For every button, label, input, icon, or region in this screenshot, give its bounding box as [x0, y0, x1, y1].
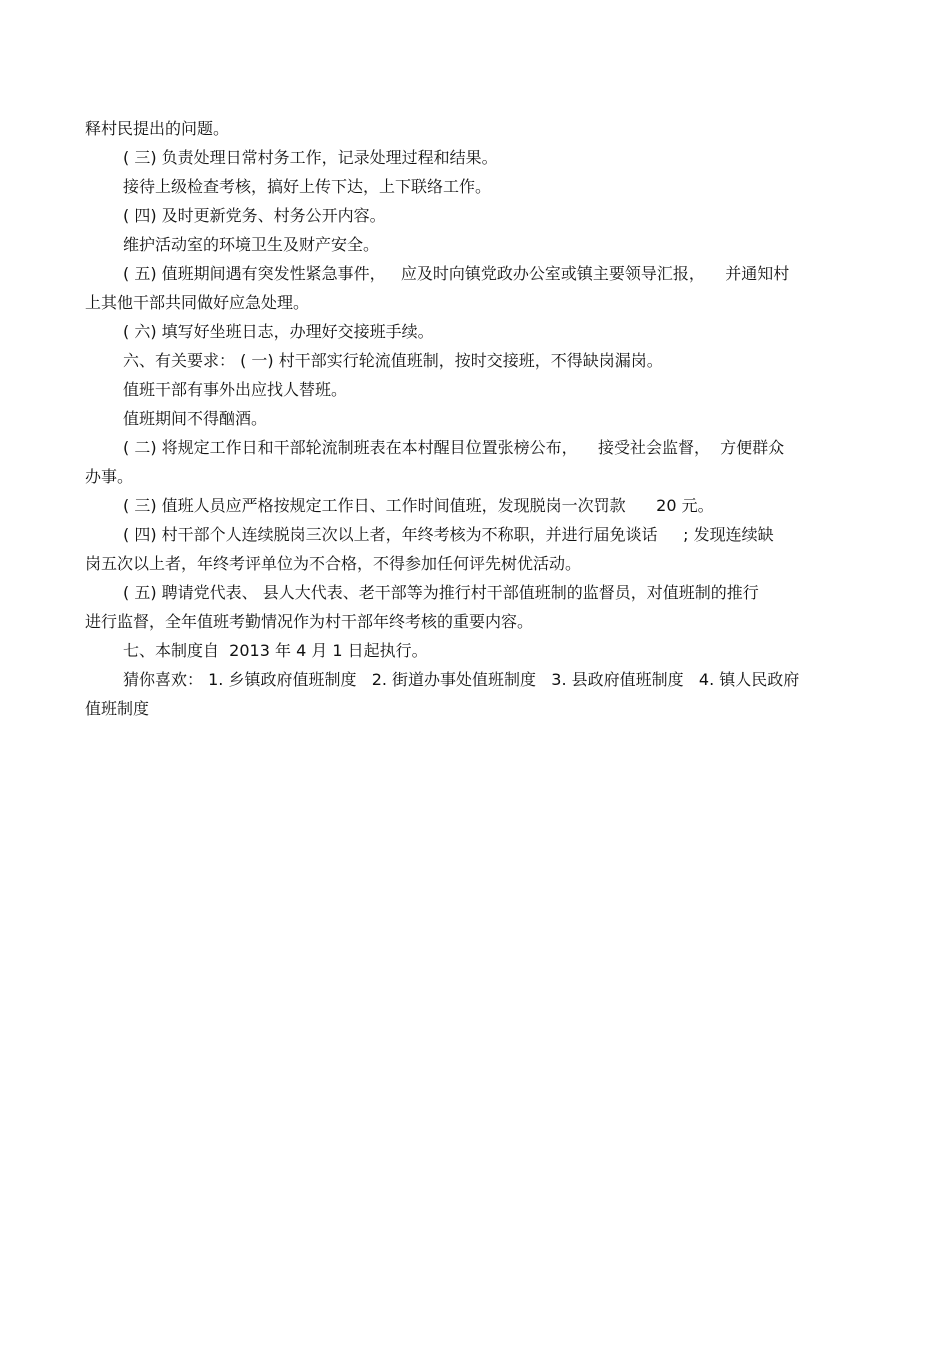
text-line: 七、本制度自 2013 年 4 月 1 日起执行。: [123, 641, 428, 660]
text-line: ( 四) 村干部个人连续脱岗三次以上者，年终考核为不称职，并进行届免谈话 ; 发现连续缺: [123, 525, 774, 544]
text-line: ( 三) 负责处理日常村务工作，记录处理过程和结果。: [123, 148, 498, 167]
text-line: ( 五) 值班期间遇有突发性紧急事件， 应及时向镇党政办公室或镇主要领导汇报， 并通知村: [123, 264, 790, 283]
text-line: 进行监督，全年值班考勤情况作为村干部年终考核的重要内容。: [85, 612, 534, 631]
text-line: ( 六) 填写好坐班日志，办理好交接班手续。: [123, 322, 434, 341]
text-line: ( 二) 将规定工作日和干部轮流制班表在本村醒目位置张榜公布， 接受社会监督， 方便群众: [123, 438, 785, 457]
text-line: ( 三) 值班人员应严格按规定工作日、工作时间值班，发现脱岗一次罚款 20 元。: [123, 496, 714, 515]
text-line: 办事。: [85, 467, 134, 486]
text-line: 释村民提出的问题。: [85, 119, 230, 138]
text-line: 值班干部有事外出应找人替班。: [123, 380, 348, 399]
related-links-line: 猜你喜欢： 1. 乡镇政府值班制度 2. 街道办事处值班制度 3. 县政府值班制度 4. 镇人民政府: [123, 670, 800, 689]
text-line: 值班期间不得酗酒。: [123, 409, 268, 428]
text-line: 岗五次以上者，年终考评单位为不合格，不得参加任何评先树优活动。: [85, 554, 582, 573]
text-line: ( 五) 聘请党代表、 县人大代表、老干部等为推行村干部值班制的监督员，对值班制的推行: [123, 583, 759, 602]
related-links-line: 值班制度: [85, 699, 150, 718]
text-line: 接待上级检查考核，搞好上传下达，上下联络工作。: [123, 177, 492, 196]
text-line: 维护活动室的环境卫生及财产安全。: [123, 235, 380, 254]
text-line: ( 四) 及时更新党务、村务公开内容。: [123, 206, 386, 225]
text-line: 上其他干部共同做好应急处理。: [85, 293, 310, 312]
text-line: 六、有关要求： ( 一) 村干部实行轮流值班制，按时交接班，不得缺岗漏岗。: [123, 351, 663, 370]
